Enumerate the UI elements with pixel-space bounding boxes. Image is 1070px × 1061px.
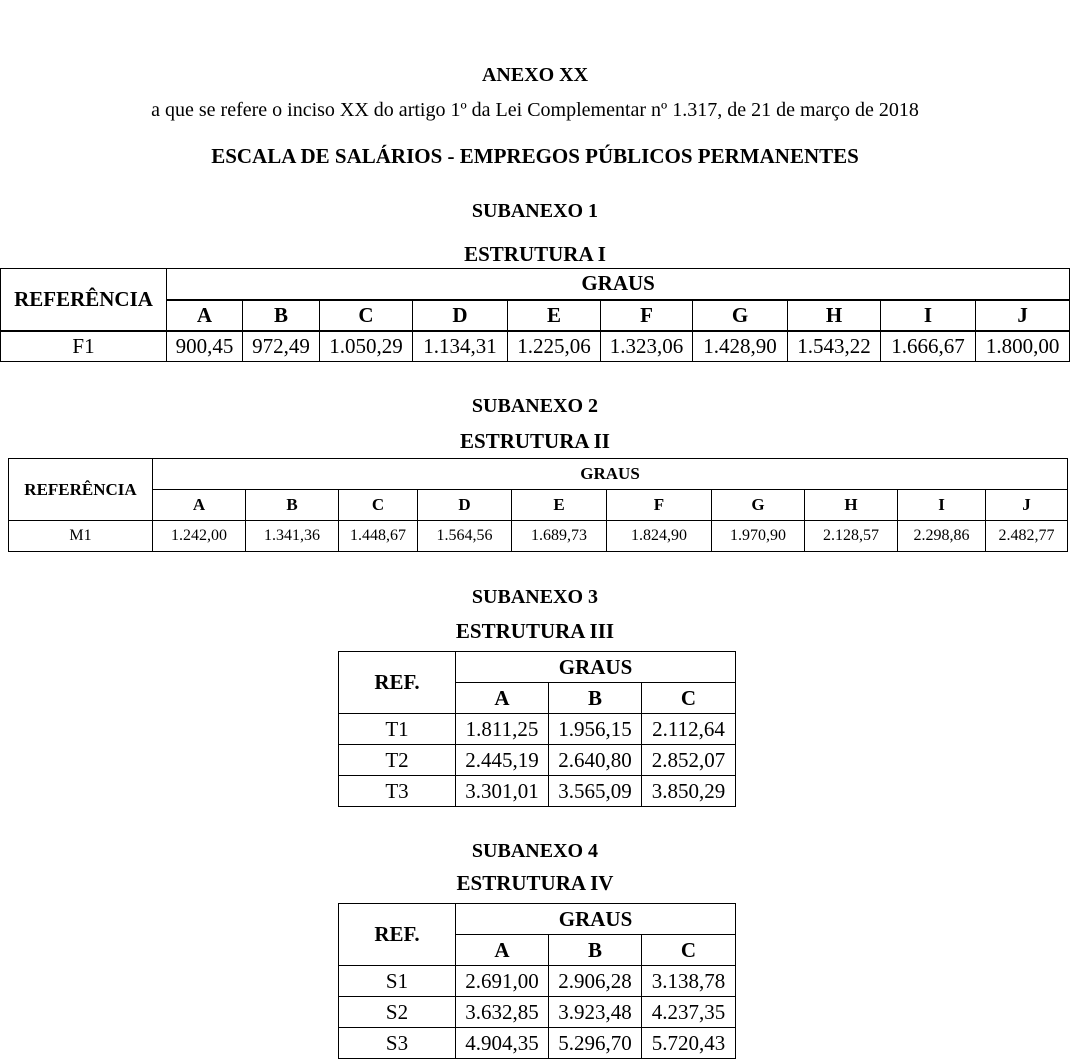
salary-table-3 [338, 651, 736, 807]
column-header: F [601, 300, 693, 331]
row-reference: S2 [339, 997, 456, 1028]
row-reference: M1 [9, 521, 153, 552]
column-header: I [898, 490, 986, 521]
salary-value: 2.691,00 [456, 966, 549, 997]
table-row [339, 997, 736, 1028]
salary-value: 1.800,00 [976, 331, 1070, 362]
row-reference: S3 [339, 1028, 456, 1059]
table-row [9, 521, 1068, 552]
table-row [1, 331, 1070, 362]
salary-value: 1.428,90 [693, 331, 788, 362]
subanexo-2-title: SUBANEXO 2 [471, 395, 599, 417]
salary-value: 1.811,25 [456, 714, 549, 745]
salary-value: 2.906,28 [549, 966, 642, 997]
graus-header: GRAUS [456, 652, 736, 683]
salary-value: 3.850,29 [642, 776, 736, 807]
estrutura-1-title: ESTRUTURA I [464, 242, 606, 266]
column-header: C [642, 683, 736, 714]
salary-value: 900,45 [167, 331, 243, 362]
salary-value: 3.301,01 [456, 776, 549, 807]
graus-header: GRAUS [456, 904, 736, 935]
ref-header: REF. [339, 904, 456, 966]
row-reference: F1 [1, 331, 167, 362]
ref-header: REF. [339, 652, 456, 714]
row-reference: T1 [339, 714, 456, 745]
salary-value: 4.237,35 [642, 997, 736, 1028]
column-header: J [986, 490, 1068, 521]
salary-value: 1.970,90 [712, 521, 805, 552]
column-header: J [976, 300, 1070, 331]
salary-value: 2.298,86 [898, 521, 986, 552]
column-header: A [456, 935, 549, 966]
salary-value: 3.138,78 [642, 966, 736, 997]
graus-header: GRAUS [153, 459, 1068, 490]
row-reference: S1 [339, 966, 456, 997]
ref-header: REFERÊNCIA [9, 459, 153, 521]
column-header: C [642, 935, 736, 966]
salary-value: 2.482,77 [986, 521, 1068, 552]
row-reference: T3 [339, 776, 456, 807]
column-header: D [418, 490, 512, 521]
ref-header: REFERÊNCIA [1, 269, 167, 331]
graus-header: GRAUS [167, 269, 1070, 300]
column-header: G [712, 490, 805, 521]
salary-value: 972,49 [243, 331, 320, 362]
salary-value: 1.956,15 [549, 714, 642, 745]
column-header: F [607, 490, 712, 521]
estrutura-2-title: ESTRUTURA II [460, 429, 610, 453]
salary-value: 2.640,80 [549, 745, 642, 776]
salary-table-2 [8, 458, 1068, 552]
salary-table-4 [338, 903, 736, 1059]
column-header: B [243, 300, 320, 331]
column-header: I [881, 300, 976, 331]
salary-table-1 [0, 268, 1070, 362]
salary-value: 3.923,48 [549, 997, 642, 1028]
column-header: C [339, 490, 418, 521]
salary-value: 5.720,43 [642, 1028, 736, 1059]
column-header: H [805, 490, 898, 521]
column-header: B [549, 935, 642, 966]
column-header: A [456, 683, 549, 714]
column-header: E [512, 490, 607, 521]
salary-value: 1.564,56 [418, 521, 512, 552]
subanexo-3-title: SUBANEXO 3 [471, 586, 599, 608]
salary-value: 1.323,06 [601, 331, 693, 362]
salary-value: 1.689,73 [512, 521, 607, 552]
document-heading: ESCALA DE SALÁRIOS - EMPREGOS PÚBLICOS PERMANENTES [211, 144, 859, 168]
column-header: E [508, 300, 601, 331]
salary-value: 1.242,00 [153, 521, 246, 552]
table-row [339, 714, 736, 745]
table-row [339, 1028, 736, 1059]
salary-value: 1.824,90 [607, 521, 712, 552]
salary-value: 1.543,22 [788, 331, 881, 362]
column-header: A [167, 300, 243, 331]
salary-value: 3.632,85 [456, 997, 549, 1028]
column-header: B [246, 490, 339, 521]
salary-value: 2.112,64 [642, 714, 736, 745]
column-header: D [413, 300, 508, 331]
salary-value: 1.050,29 [320, 331, 413, 362]
salary-value: 2.852,07 [642, 745, 736, 776]
column-header: C [320, 300, 413, 331]
subanexo-1-title: SUBANEXO 1 [471, 200, 599, 222]
table-row [339, 966, 736, 997]
column-header: H [788, 300, 881, 331]
salary-value: 3.565,09 [549, 776, 642, 807]
column-header: A [153, 490, 246, 521]
salary-value: 1.341,36 [246, 521, 339, 552]
table-row [339, 745, 736, 776]
row-reference: T2 [339, 745, 456, 776]
document-subtitle: a que se refere o inciso XX do artigo 1º da Lei Complementar nº 1.317, de 21 de março de 2018 [151, 99, 919, 121]
column-header: G [693, 300, 788, 331]
salary-value: 1.134,31 [413, 331, 508, 362]
salary-value: 4.904,35 [456, 1028, 549, 1059]
estrutura-4-title: ESTRUTURA IV [456, 871, 614, 895]
table-row [339, 776, 736, 807]
salary-value: 5.296,70 [549, 1028, 642, 1059]
salary-value: 2.445,19 [456, 745, 549, 776]
column-header-row [9, 490, 1068, 521]
salary-value: 1.666,67 [881, 331, 976, 362]
document-title: ANEXO XX [481, 64, 589, 86]
estrutura-3-title: ESTRUTURA III [455, 619, 615, 643]
subanexo-4-title: SUBANEXO 4 [471, 840, 599, 862]
column-header: B [549, 683, 642, 714]
salary-value: 1.225,06 [508, 331, 601, 362]
salary-value: 1.448,67 [339, 521, 418, 552]
salary-value: 2.128,57 [805, 521, 898, 552]
